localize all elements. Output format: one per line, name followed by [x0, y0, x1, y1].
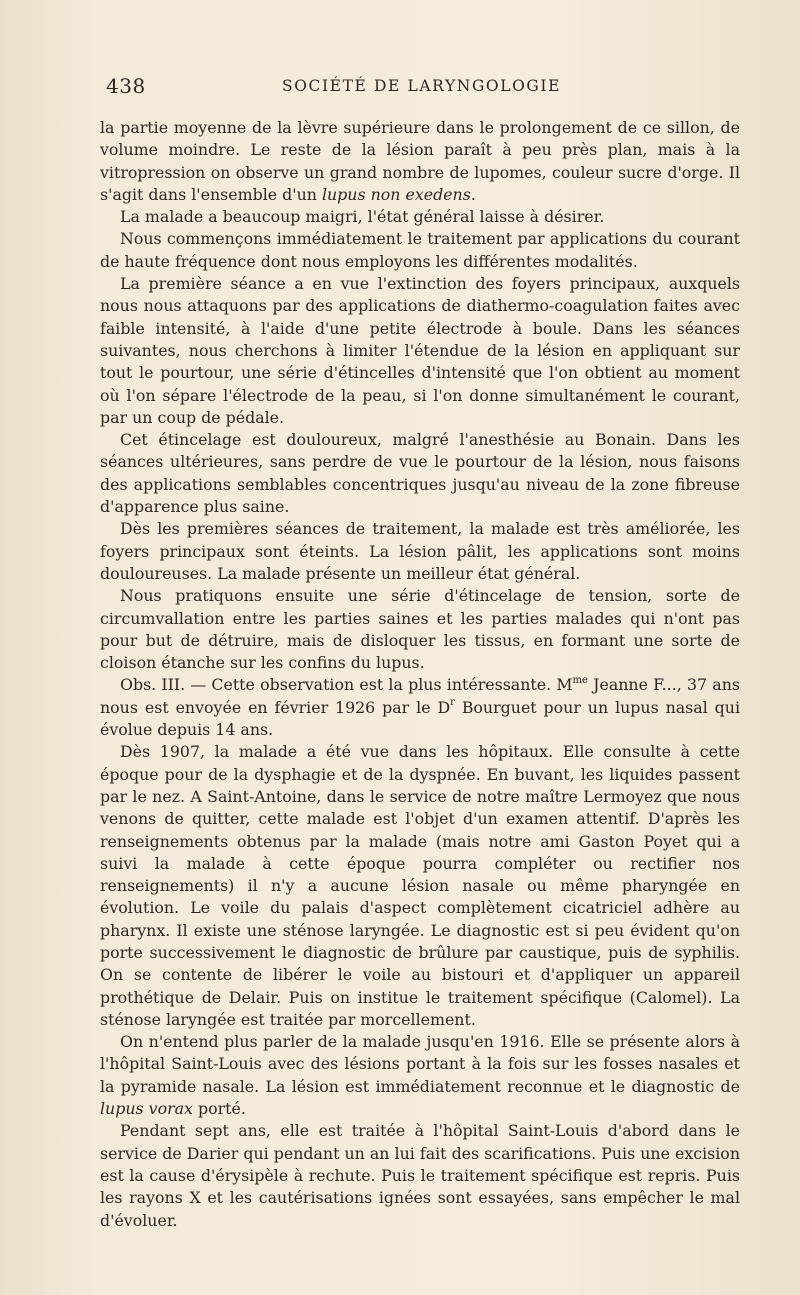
page-header — [100, 74, 740, 102]
text-segment: Nous pratiquons ensuite une série d'étincelage de tension, sorte de circumvallation entre les parties saines et les parties malades qui n'ont pas pour but de détruire, mais de disloquer les tissus, en formant une sorte de cloison étanche sur les confins du lupus. — [100, 586, 740, 673]
text-segment: . — [470, 184, 476, 204]
paragraph — [100, 741, 740, 1031]
running-title: SOCIÉTÉ DE LARYNGOLOGIE — [282, 77, 562, 95]
superscript-text: r — [450, 697, 455, 709]
paragraph — [100, 206, 740, 228]
paragraph — [100, 674, 740, 741]
text-segment: porté. — [192, 1099, 246, 1119]
text-segment: On n'entend plus parler de la malade jusqu'en 1916. Elle se présente alors à l'hôpital Saint-Louis avec des lésions portant à la fois sur les fosses nasales et la pyramide nasale. La lésion est immédiatement reconnue et le diagnostic de — [100, 1032, 740, 1096]
superscript-text: me — [572, 675, 588, 687]
text-segment: Cet étincelage est douloureux, malgré l'anesthésie au Bonain. Dans les séances ultérieures, sans perdre de vue le pourtour de la lésion, nous faisons des applications semblables concentriques jusqu'au niveau de la zone fibreuse d'apparence plus saine. — [100, 430, 740, 517]
paragraph — [100, 1031, 740, 1120]
paragraph — [100, 273, 740, 429]
text-segment: Jeanne F..., 37 ans nous est envoyée en février 1926 par le D — [100, 675, 740, 717]
text-segment: La malade a beaucoup maigri, l'état général laisse à désirer. — [120, 207, 605, 227]
text-segment: Pendant sept ans, elle est traitée à l'hôpital Saint-Louis d'abord dans le service de Darier qui pendant un an lui fait des scarifications. Puis une excision est la cause d'érysipèle à rechute. Puis le traitement spécifique est repris. Puis les rayons X et les cautérisations ignées sont essayées, sans empêcher le mal d'évoluer. — [100, 1121, 740, 1230]
paragraph — [100, 228, 740, 273]
body-text — [100, 117, 740, 1232]
page-number: 438 — [106, 74, 146, 98]
text-segment: Dès les premières séances de traitement, la malade est très améliorée, les foyers principaux sont éteints. La lésion pâlit, les applications sont moins douloureuses. La malade présente un meilleur état général. — [100, 519, 740, 583]
text-segment: Obs. III. — Cette observation est la plus intéressante. M — [120, 675, 573, 695]
italic-text: lupus non exedens — [321, 184, 471, 204]
paragraph — [100, 117, 740, 206]
text-segment: Nous commençons immédiatement le traitement par applications du courant de haute fréquence dont nous employons les différentes modalités. — [100, 229, 740, 271]
paragraph — [100, 518, 740, 585]
paragraph — [100, 429, 740, 518]
paragraph — [100, 585, 740, 674]
italic-text: lupus vorax — [100, 1099, 193, 1119]
text-segment: La première séance a en vue l'extinction des foyers principaux, auxquels nous nous attaquons par des applications de diathermo-coagulation faites avec faible intensité, à l'aide d'une petite électrode à boule. Dans les séances suivantes, nous cherchons à limiter l'étendue de la lésion en appliquant sur tout le pourtour, une série d'étincelles d'intensité que l'on obtient au moment où l'on sépare l'électrode de la peau, si l'on donne simultanément le courant, par un coup de pédale. — [100, 274, 740, 427]
text-segment: Dès 1907, la malade a été vue dans les hôpitaux. Elle consulte à cette époque pour de la dysphagie et de la dyspnée. En buvant, les liquides passent par le nez. A Saint-Antoine, dans le service de notre maître Lermoyez que nous venons de quitter, cette malade est l'objet d'un examen attentif. D'après les renseignements obtenus par la malade (mais notre ami Gaston Poyet qui a suivi la malade à cette époque pourra compléter ou rectifier nos renseignements) il n'y a aucune lésion nasale ou même pharyngée en évolution. Le voile du palais d'aspect complètement cicatriciel adhère au pharynx. Il existe une sténose laryngée. Le diagnostic est si peu évident qu'on porte successivement le diagnostic de brûlure par caustique, puis de syphilis. On se contente de libérer le voile au bistouri et d'appliquer un appareil prothétique de Delair. Puis on institue le traitement spécifique (Calomel). La sténose laryngée est traitée par morcellement. — [100, 742, 740, 1029]
text-segment: la partie moyenne de la lèvre supérieure dans le prolongement de ce sillon, de volume moindre. Le reste de la lésion paraît à peu près plan, mais à la vitropression on observe un grand nombre de lupomes, couleur sucre d'orge. Il s'agit dans l'ensemble d'un — [100, 118, 740, 204]
text-segment: Bourguet pour un lupus nasal qui évolue depuis 14 ans. — [100, 697, 741, 740]
paragraph — [100, 1120, 740, 1231]
